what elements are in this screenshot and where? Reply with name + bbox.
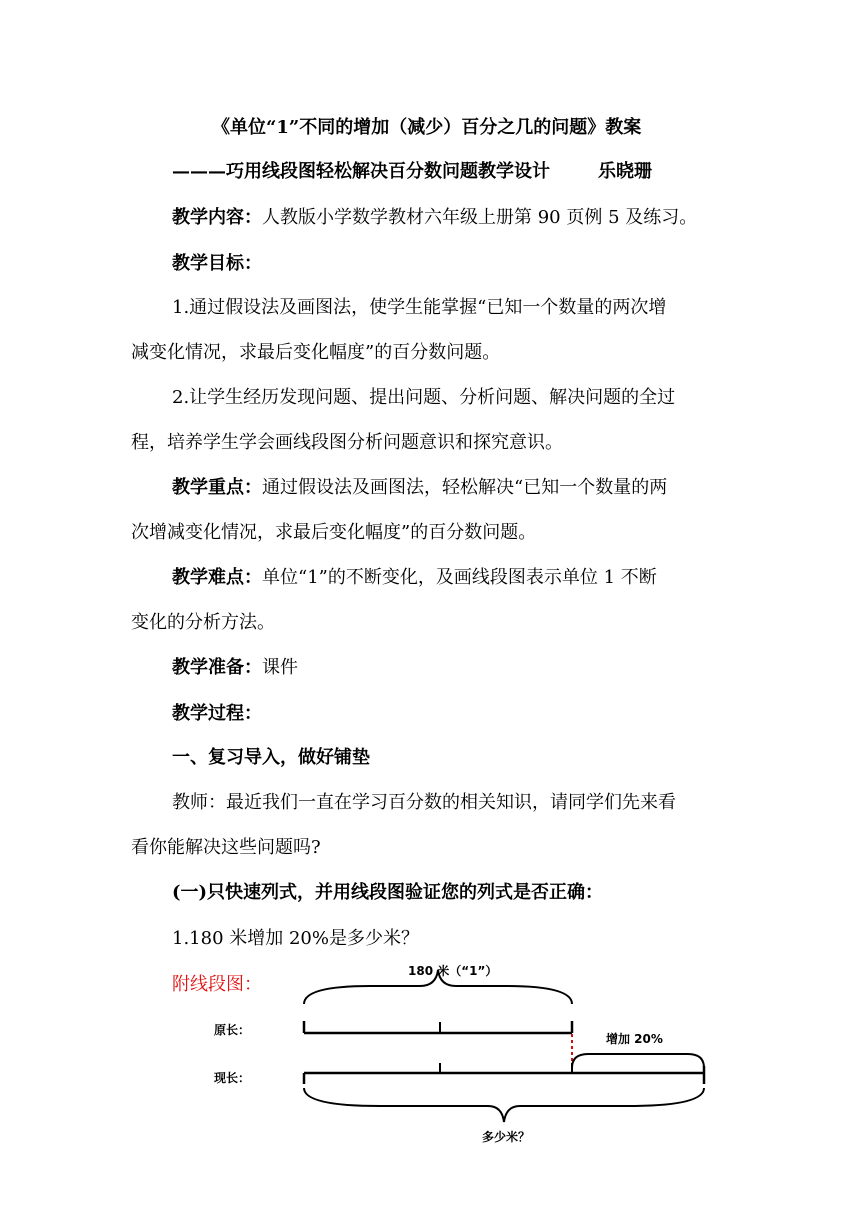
author-name: 乐晓珊 <box>598 161 652 182</box>
key-point-label: 教学重点： <box>172 477 262 498</box>
difficulty-label: 教学难点： <box>172 567 262 588</box>
exercise-sub-heading: (一)只快速列式，并用线段图验证您的列式是否正确： <box>172 882 604 903</box>
content-label: 教学内容： <box>172 207 262 228</box>
preparation-text: 课件 <box>262 657 298 678</box>
bottom-brace <box>304 1088 704 1122</box>
increase-bracket <box>572 1054 704 1068</box>
key-point-line-2: 次增减变化情况，求最后变化幅度”的百分数问题。 <box>131 522 537 543</box>
content-text: 人教版小学数学教材六年级上册第 90 页例 5 及练习。 <box>262 207 698 228</box>
goals-label: 教学目标： <box>172 253 262 274</box>
row-1-label: 原长： <box>214 1023 251 1037</box>
document-title: 《单位“1”不同的增加（减少）百分之几的问题》教案 <box>212 117 642 138</box>
process-label: 教学过程： <box>172 703 262 724</box>
document-subtitle: ———巧用线段图轻松解决百分数问题教学设计 <box>172 161 550 182</box>
key-point-line-1: 通过假设法及画图法，轻松解决“已知一个数量的两 <box>262 477 668 498</box>
original-length-label: 180 米（“1”） <box>408 964 498 978</box>
question-1: 1.180 米增加 20%是多少米？ <box>172 928 419 949</box>
difficulty-line-2: 变化的分析方法。 <box>131 612 275 633</box>
increase-label: 增加 20% <box>606 1032 663 1046</box>
teacher-line-1: 教师：最近我们一直在学习百分数的相关知识，请同学们先来看 <box>172 792 676 813</box>
difficulty-paragraph <box>172 566 657 590</box>
teacher-line-2: 看你能解决这些问题吗? <box>131 837 321 858</box>
diagram-caption: 附线段图： <box>172 974 262 995</box>
preparation-label: 教学准备： <box>172 657 262 678</box>
segment-diagram <box>0 950 860 1150</box>
goal-2-line-2: 程，培养学生学会画线段图分析问题意识和探究意识。 <box>131 432 563 453</box>
row-2-label: 现长： <box>214 1071 251 1085</box>
difficulty-line-1: 单位“1”的不断变化，及画线段图表示单位 1 不断 <box>262 567 657 588</box>
goal-2-line-1: 2.让学生经历发现问题、提出问题、分析问题、解决问题的全过 <box>172 387 676 408</box>
goal-1-line-2: 减变化情况，求最后变化幅度”的百分数问题。 <box>131 342 501 363</box>
unknown-length-label: 多少米？ <box>482 1130 531 1144</box>
section-1-heading: 一、复习导入，做好铺垫 <box>172 747 370 768</box>
content-paragraph <box>172 206 697 230</box>
preparation-paragraph <box>172 656 298 680</box>
goal-1-line-1: 1.通过假设法及画图法，使学生能掌握“已知一个数量的两次增 <box>172 297 667 318</box>
key-point-paragraph <box>172 476 667 500</box>
